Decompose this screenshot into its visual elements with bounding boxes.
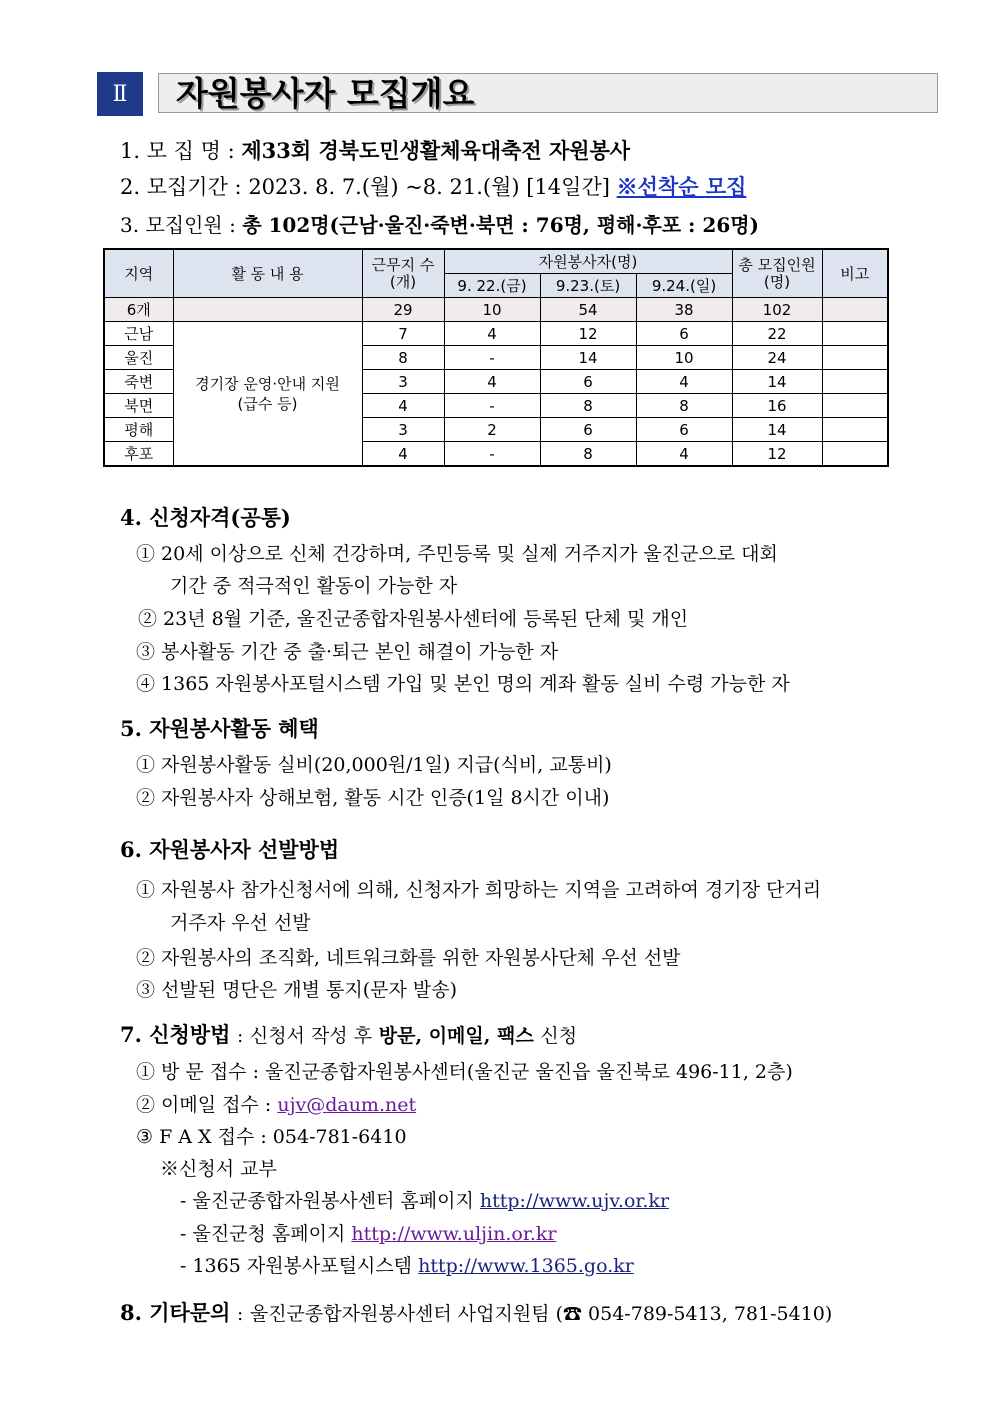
line-count-value: 총 102명(근남·울진·죽변·북면 : 76명, 평해·후포 : 26명) — [242, 213, 760, 237]
row-d3: 6 — [636, 418, 732, 442]
row-note — [822, 322, 888, 346]
sum-activity — [173, 298, 362, 322]
row-d3: 4 — [636, 370, 732, 394]
row-sites: 3 — [362, 418, 444, 442]
portal-1365-link[interactable]: http://www.1365.go.kr — [418, 1255, 634, 1277]
row-d1: - — [444, 394, 540, 418]
sum-region: 6개 — [104, 298, 173, 322]
row-d2: 6 — [540, 370, 636, 394]
row-region: 울진 — [104, 346, 173, 370]
section-number-badge: Ⅱ — [97, 72, 143, 116]
table-row — [104, 322, 888, 346]
s7-link-3-line — [180, 1251, 634, 1278]
sum-sites: 29 — [362, 298, 444, 322]
s7-link-2-label: - 울진군청 홈페이지 — [180, 1223, 346, 1245]
th-date-2: 9.23.(토) — [540, 274, 636, 298]
ujv-homepage-link[interactable]: http://www.ujv.or.kr — [479, 1190, 670, 1212]
row-d2: 8 — [540, 394, 636, 418]
line-period-sep: : — [234, 175, 242, 199]
table-sum-row — [104, 298, 888, 322]
row-d1: 4 — [444, 370, 540, 394]
row-region: 평해 — [104, 418, 173, 442]
th-date-1: 9. 22.(금) — [444, 274, 540, 298]
row-d1: - — [444, 346, 540, 370]
row-total: 14 — [732, 418, 822, 442]
section-7-title: 7. 신청방법 — [120, 1022, 231, 1047]
s7-note: ※신청서 교부 — [160, 1158, 277, 1180]
s6-item-1-cont: 거주자 우선 선발 — [170, 912, 311, 934]
line-name-sep: : — [227, 139, 235, 163]
th-total: 총 모집인원 (명) — [732, 249, 822, 298]
email-link[interactable]: ujv@daum.net — [277, 1094, 417, 1116]
section-5-title: 5. 자원봉사활동 혜택 — [120, 716, 319, 741]
section-6-title: 6. 자원봉사자 선발방법 — [120, 837, 340, 862]
s7-item-visit: ① 방 문 접수 : 울진군종합자원봉사센터(울진군 울진읍 울진북로 496-11, 2층) — [136, 1061, 793, 1083]
row-sites: 7 — [362, 322, 444, 346]
row-sites: 3 — [362, 370, 444, 394]
row-note — [822, 418, 888, 442]
section-7-line — [120, 1019, 577, 1049]
row-note — [822, 346, 888, 370]
s5-item-2: ② 자원봉사자 상해보험, 활동 시간 인증(1일 8시간 이내) — [136, 787, 610, 809]
row-total: 16 — [732, 394, 822, 418]
section-4-title: 4. 신청자격(공통) — [120, 505, 291, 530]
s4-item-4: ④ 1365 자원봉사포털시스템 가입 및 본인 명의 계좌 활동 실비 수령 가능한 자 — [136, 673, 790, 695]
uljin-homepage-link[interactable]: http://www.uljin.or.kr — [351, 1223, 557, 1245]
section-8-value: 울진군종합자원봉사센터 사업지원팀 (☎ 054-789-5413, 781-5410) — [249, 1303, 833, 1325]
row-region: 죽변 — [104, 370, 173, 394]
s6-item-2: ② 자원봉사의 조직화, 네트워크화를 위한 자원봉사단체 우선 선발 — [136, 947, 681, 969]
th-activity: 활 동 내 용 — [173, 249, 362, 298]
row-note — [822, 394, 888, 418]
row-note — [822, 442, 888, 467]
row-d1: 2 — [444, 418, 540, 442]
s7-item-fax: ③ F A X 접수 : 054-781-6410 — [136, 1126, 407, 1148]
row-region: 북면 — [104, 394, 173, 418]
s4-item-1: ① 20세 이상으로 신체 건강하며, 주민등록 및 실제 거주지가 울진군으로 대회 — [136, 543, 778, 565]
s7-link-3-label: - 1365 자원봉사포털시스템 — [180, 1255, 413, 1277]
s4-item-2: ② 23년 8월 기준, 울진군종합자원봉사센터에 등록된 단체 및 개인 — [138, 608, 689, 630]
row-d2: 6 — [540, 418, 636, 442]
sum-d3: 38 — [636, 298, 732, 322]
row-d2: 14 — [540, 346, 636, 370]
row-d3: 4 — [636, 442, 732, 467]
row-d3: 10 — [636, 346, 732, 370]
sum-d1: 10 — [444, 298, 540, 322]
s5-item-1: ① 자원봉사활동 실비(20,000원/1일) 지급(식비, 교통비) — [136, 754, 612, 776]
sum-d2: 54 — [540, 298, 636, 322]
sum-total: 102 — [732, 298, 822, 322]
line-name-value: 제33회 경북도민생활체육대축전 자원봉사 — [241, 138, 631, 163]
s6-item-3: ③ 선발된 명단은 개별 통지(문자 발송) — [136, 979, 457, 1001]
section-8-line — [120, 1297, 832, 1327]
line-count — [120, 209, 759, 238]
row-d2: 8 — [540, 442, 636, 467]
th-note: 비고 — [822, 249, 888, 298]
s7-link-1-label: - 울진군종합자원봉사센터 홈페이지 — [180, 1190, 474, 1212]
line-period — [120, 171, 746, 201]
row-note — [822, 370, 888, 394]
th-region: 지역 — [104, 249, 173, 298]
row-total: 14 — [732, 370, 822, 394]
s7-email-label: ② 이메일 접수 : — [136, 1094, 272, 1116]
row-total: 22 — [732, 322, 822, 346]
line-count-label: 3. 모집인원 — [120, 213, 223, 237]
line-count-sep: : — [229, 213, 236, 237]
row-d3: 8 — [636, 394, 732, 418]
row-total: 12 — [732, 442, 822, 467]
th-volunteers: 자원봉사자(명) — [444, 249, 732, 274]
sum-note — [822, 298, 888, 322]
line-name-label: 1. 모 집 명 — [120, 139, 221, 163]
row-total: 24 — [732, 346, 822, 370]
section-7-desc2: 방문, 이메일, 팩스 — [378, 1025, 534, 1047]
activity-merged: 경기장 운영·안내 지원 (급수 등) — [173, 322, 362, 467]
row-region: 후포 — [104, 442, 173, 467]
line-name — [120, 135, 630, 165]
s7-item-email — [136, 1090, 416, 1117]
row-d3: 6 — [636, 322, 732, 346]
section-8-sep: : — [237, 1304, 244, 1325]
recruitment-table — [103, 248, 889, 467]
s7-link-2-line — [180, 1219, 556, 1246]
row-d1: 4 — [444, 322, 540, 346]
row-sites: 4 — [362, 394, 444, 418]
s4-item-1-cont: 기간 중 적극적인 활동이 가능한 자 — [170, 575, 458, 597]
line-period-value: 2023. 8. 7.(월) ~8. 21.(월) [14일간] — [248, 175, 610, 199]
th-date-3: 9.24.(일) — [636, 274, 732, 298]
first-come-note: ※선착순 모집 — [616, 174, 747, 199]
row-sites: 8 — [362, 346, 444, 370]
row-sites: 4 — [362, 442, 444, 467]
s7-link-1-line — [180, 1186, 669, 1213]
section-title: 자원봉사자 모집개요 — [176, 74, 475, 113]
line-period-label: 2. 모집기간 — [120, 175, 228, 199]
row-region: 근남 — [104, 322, 173, 346]
section-7-sep: : — [237, 1026, 244, 1047]
row-d1: - — [444, 442, 540, 467]
section-8-title: 8. 기타문의 — [120, 1300, 231, 1325]
s6-item-1: ① 자원봉사 참가신청서에 의해, 신청자가 희망하는 지역을 고려하여 경기장 단거리 — [136, 879, 822, 901]
section-7-desc1: 신청서 작성 후 — [249, 1025, 373, 1047]
row-d2: 12 — [540, 322, 636, 346]
section-7-desc3: 신청 — [540, 1025, 578, 1047]
s4-item-3: ③ 봉사활동 기간 중 출·퇴근 본인 해결이 가능한 자 — [136, 641, 559, 663]
th-sites: 근무지 수 (개) — [362, 249, 444, 298]
